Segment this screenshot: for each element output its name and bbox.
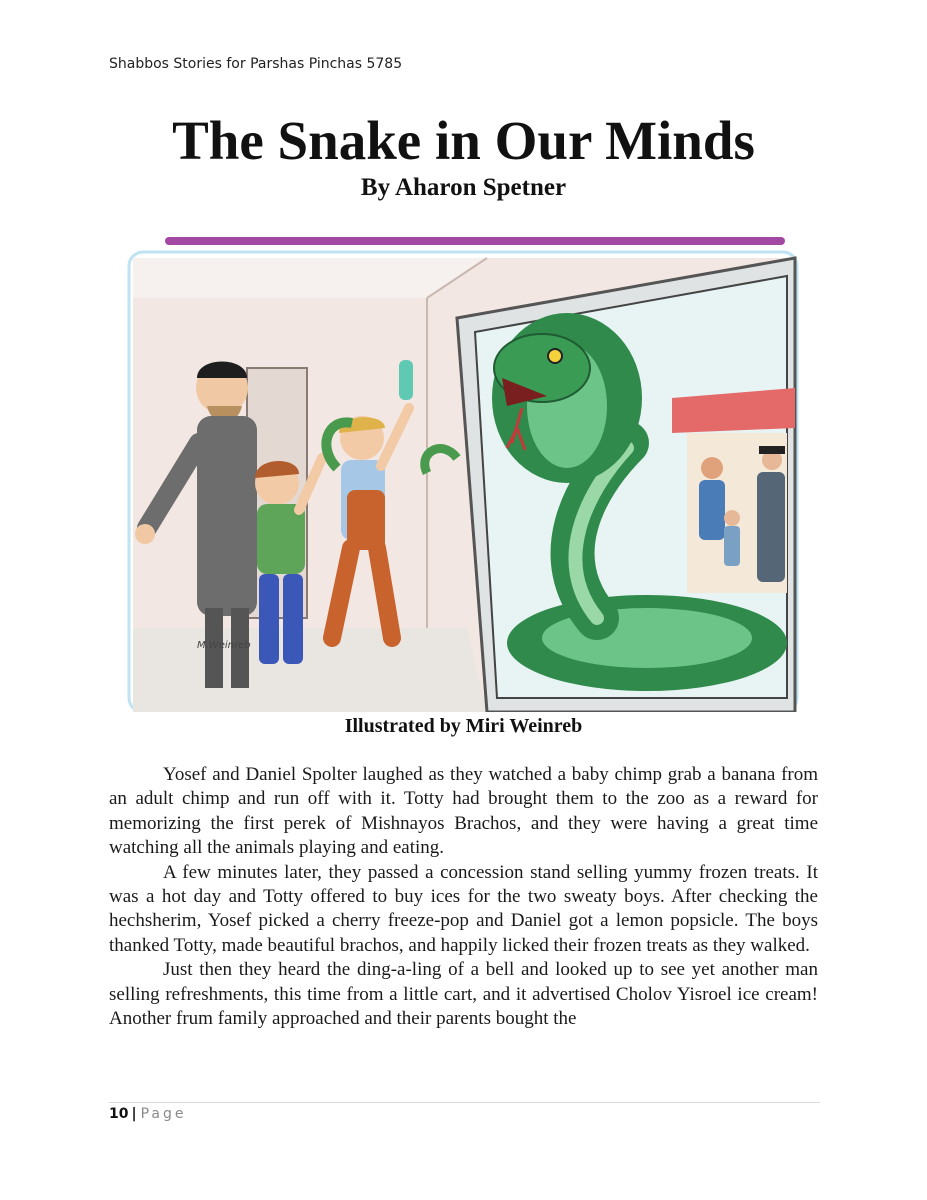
paragraph: Just then they heard the ding-a-ling of a bell and looked up to see yet another man selling refreshments, this time from a little cart, and it advertised Cholov Yisroel ice cream! Another frum family approached and their parents bought the bbox=[109, 959, 818, 1030]
paragraph: A few minutes later, they passed a concession stand selling yummy frozen treats. It was a hot day and Totty offered to buy ices for the two sweaty boys. After checking the hechsherim, Yosef picked a cherry freeze-pop and Daniel got a lemon popsicle. The boys thanked Totty, made beautiful brachos, and happily licked their frozen treats as they walked. bbox=[109, 861, 818, 956]
page-label: Page bbox=[140, 1106, 187, 1122]
footer-separator: | bbox=[131, 1106, 137, 1122]
article-byline: By Aharon Spetner bbox=[360, 174, 567, 201]
article-body bbox=[109, 763, 818, 1031]
page-footer bbox=[109, 1106, 187, 1122]
footer-divider bbox=[109, 1102, 820, 1103]
article-title: The Snake in Our Minds bbox=[172, 110, 755, 171]
paragraph: Yosef and Daniel Spolter laughed as they watched a baby chimp grab a banana from an adult chimp and run off with it. Totty had brought them to the zoo as a reward for memorizing the first perek of Mishnayos Brachos, and they were having a great time watching all the animals playing and eating. bbox=[109, 764, 818, 859]
running-header: Shabbos Stories for Parshas Pinchas 5785 bbox=[109, 56, 403, 72]
page-number: 10 bbox=[109, 1106, 129, 1122]
illustration-credit: Illustrated by Miri Weinreb bbox=[344, 715, 583, 737]
illustration bbox=[127, 228, 799, 712]
svg-text:M.Weinreb: M.Weinreb bbox=[197, 640, 251, 651]
